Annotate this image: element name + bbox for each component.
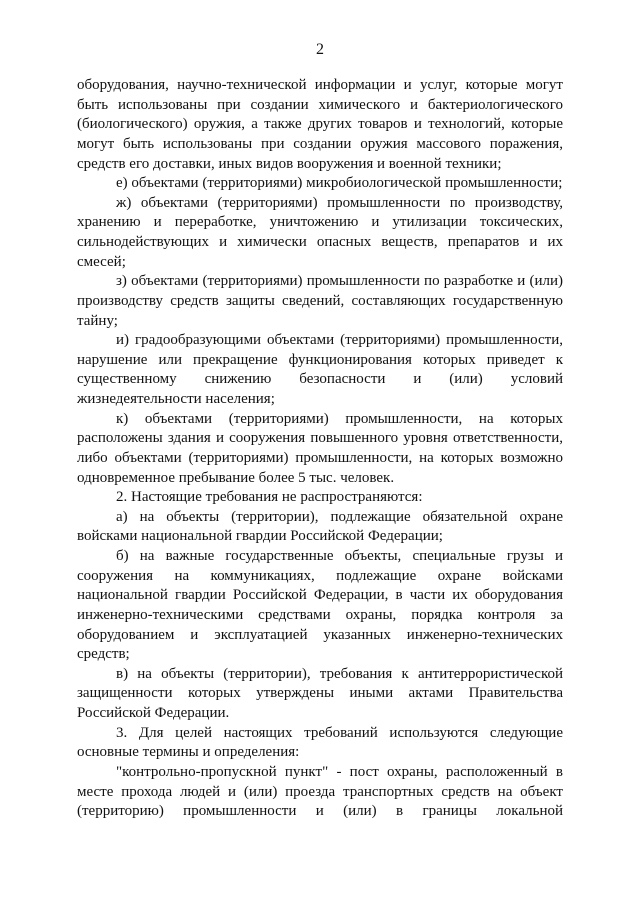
paragraph: "контрольно-пропускной пункт" - пост охраны, расположенный в месте прохода людей и (или) проезда транспортных средств на объект (территорию) промышленности и (или) в границы локальной xyxy=(77,763,563,820)
paragraph: 3. Для целей настоящих требований используются следующие основные термины и определения: xyxy=(77,724,563,761)
paragraph: и) градообразующими объектами (территориями) промышленности, нарушение или прекращение функционирования которых приведет к существенному снижению безопасности и (или) условий жизнедеятельности населения; xyxy=(77,332,563,407)
page-number: 2 xyxy=(316,41,324,58)
paragraph: а) на объекты (территории), подлежащие обязательной охране войсками национальной гвардии Российской Федерации; xyxy=(77,508,563,545)
paragraph: оборудования, научно-технической информации и услуг, которые могут быть использованы при создании химического и бактериологического (биологического) оружия, а также других товаров и технологий, которые могут быть использованы при создании оружия массового поражения, средств его доставки, иных видов вооружения и военной техники; xyxy=(77,77,563,172)
paragraph: з) объектами (территориями) промышленности по разработке и (или) производству средств защиты сведений, составляющих государственную тайну; xyxy=(77,273,563,329)
paragraph: к) объектами (территориями) промышленности, на которых расположены здания и сооружения повышенного уровня ответственности, либо объектами (территориями) промышленности, на которых возможно одновременное пребывание более 5 тыс. человек. xyxy=(77,410,563,486)
paragraph: ж) объектами (территориями) промышленности по производству, хранению и переработке, уничтожению и утилизации токсических, сильнодействующих и химически опасных веществ, препаратов и их смесей; xyxy=(77,194,563,270)
paragraph: 2. Настоящие требования не распространяются: xyxy=(116,489,423,506)
document-body xyxy=(77,76,563,822)
paragraph: б) на важные государственные объекты, специальные грузы и сооружения на коммуникациях, подлежащие охране войсками национальной гвардии Российской Федерации, в части их оборудования инженерно-техническими средствами охраны, порядка контроля за оборудованием и эксплуатацией указанных инженерно-технических средств; xyxy=(77,548,563,663)
paragraph: е) объектами (территориями) микробиологической промышленности; xyxy=(116,175,563,192)
paragraph: в) на объекты (территории), требования к антитеррористической защищенности которых утверждены иными актами Правительства Российской Федерации. xyxy=(77,665,563,721)
